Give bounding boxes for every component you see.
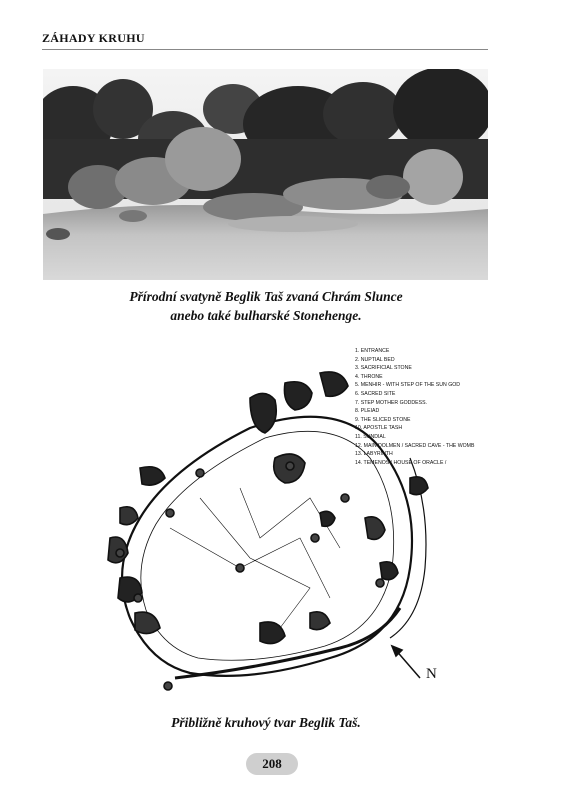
page-number-badge xyxy=(246,753,298,775)
map-legend xyxy=(355,347,505,467)
legend-item: 3. SACRIFICIAL STONE xyxy=(355,365,412,372)
photo-caption-line1: Přírodní svatyně Beglik Taš zvaná Chrám Slunce xyxy=(129,289,403,304)
north-label: N xyxy=(426,666,437,682)
legend-item: 1. ENTRANCE xyxy=(355,348,390,354)
photo-beglik-tash xyxy=(43,69,488,280)
legend-item: 7. STEP MOTHER GODDESS. xyxy=(355,399,427,406)
legend-item: 5. MENHIR - WITH STEP OF THE SUN GOD xyxy=(355,382,461,389)
legend-item: 14. TEMENOS / HOUSE OF ORACLE / xyxy=(355,459,447,466)
legend-item: 10. APOSTLE TASH xyxy=(355,425,403,432)
legend-item: 13. LABYRINTH xyxy=(355,451,393,458)
legend-item: 11. SUNDIAL xyxy=(355,433,386,440)
legend-item: 6. SACRED SITE xyxy=(355,390,396,397)
map-caption: Přibližně kruhový tvar Beglik Taš. xyxy=(171,715,361,730)
legend-item: 4. THRONE xyxy=(355,373,383,380)
running-head: ZÁHADY KRUHU xyxy=(42,31,145,45)
legend-item: 2. NUPTIAL BED xyxy=(355,356,395,363)
legend-item: 12. MAIN DOLMEN / SACRED CAVE - THE WOMB xyxy=(355,442,475,449)
legend-item: 8. PLEIAD xyxy=(355,408,380,415)
legend-item: 9. THE SLICED STONE xyxy=(355,416,411,423)
page-number: 208 xyxy=(262,756,282,771)
photo-caption-line2: anebo také bulharské Stonehenge. xyxy=(170,308,362,323)
header-rule xyxy=(42,49,488,50)
